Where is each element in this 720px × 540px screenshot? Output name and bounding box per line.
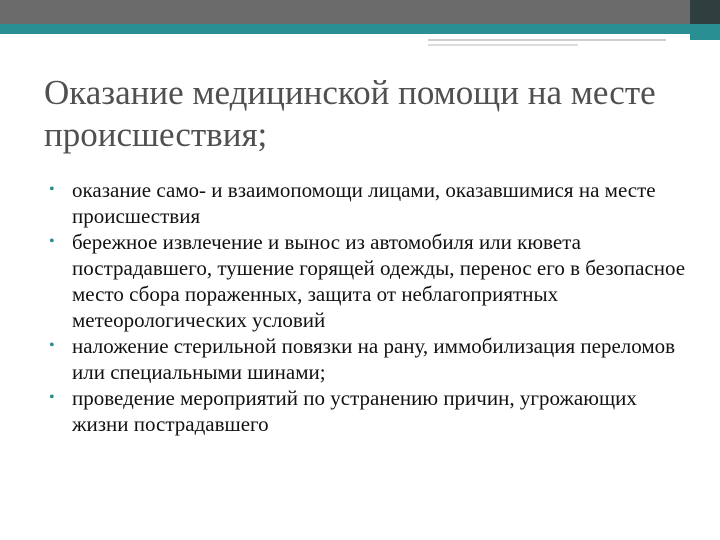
title-divider-long [428, 39, 666, 41]
bullet-icon: • [49, 389, 55, 406]
header-dark-block [690, 0, 720, 24]
bullet-text: проведение мероприятий по устранению причин, угрожающих жизни пострадавшего [72, 386, 637, 436]
bullet-text: оказание само- и взаимопомощи лицами, оказавшимися на месте происшествия [72, 178, 656, 228]
bullet-icon: • [49, 181, 55, 198]
bullet-item [48, 333, 688, 385]
slide-title: Оказание медицинской помощи на месте происшествия; [44, 73, 656, 154]
bullet-item [48, 229, 688, 333]
bullet-item [48, 177, 688, 229]
bullet-icon: • [49, 337, 55, 354]
header-teal-step [690, 24, 720, 40]
header-decoration [0, 0, 720, 40]
bullet-item [48, 385, 688, 437]
title-divider-short [428, 44, 578, 46]
bullet-icon: • [49, 233, 55, 250]
bullet-list [48, 177, 688, 437]
header-teal-band [0, 24, 720, 34]
bullet-text: бережное извлечение и вынос из автомобиля или кювета пострадавшего, тушение горящей одежды, перенос его в безопасное место сбора пораженных, защита от неблагоприятных метеорологических условий [72, 230, 686, 332]
bullet-text: наложение стерильной повязки на рану, иммобилизация переломов или специальными шинами; [72, 334, 676, 384]
header-gray-band [0, 0, 720, 24]
